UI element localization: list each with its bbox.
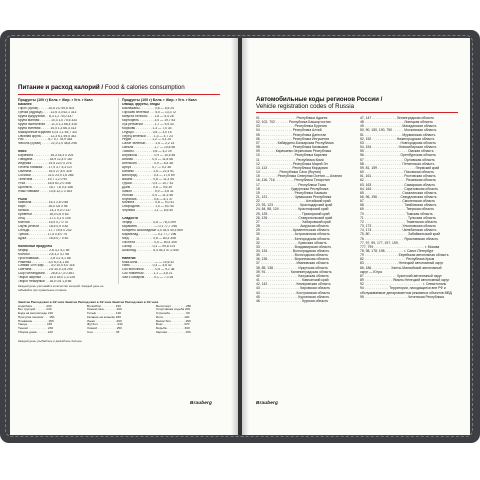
region-code-row: 11 . . . . . . . . . . . . . . . . . . . Республика Коми (256, 157, 324, 162)
region-code-row: 65 . . . . . . . . . . . . . . . . . . . . Сахалинская область (360, 190, 437, 195)
left-page-title (18, 84, 218, 91)
food-row: Бакалея (18, 103, 32, 106)
food-row: Черника . . . . . . . . . . 1,1 — 8,6 40 (122, 209, 173, 213)
burn-column-3 (156, 305, 222, 335)
food-row: Макаронные изделия 10,4 1,1 69,7 337 (18, 130, 78, 134)
region-code-row: 69 . . . . . . . . . . . . . . . . . . . . . . Тверская область (360, 207, 435, 212)
food-row: Сметана . . . . . . . . . 2,6 30,0 2,8 294 (18, 268, 73, 272)
food-row: Телятина . . . . . . . . 19,7 1,2 0 90 (18, 177, 68, 181)
food-row: Сладости (122, 217, 138, 221)
food-row: Горох (сухой) . . . . . 20,5 2,0 49,5 303 (18, 106, 75, 110)
burn-row: Спортивная ходьба 200 (156, 308, 191, 312)
burn-row: Йога . . . . . . . . . . . . 120 (156, 315, 190, 319)
brand-logo-left: Brauberg (190, 400, 213, 405)
region-code-row: 59, 81, 159 . . . . . . . . . . . . . . . . . . . . Пермский край (360, 165, 440, 170)
region-code-row: 27 . . . . . . . . . . . . . . . . . . . . . . Хабаровский край (256, 219, 331, 224)
burn-column-1 (18, 305, 84, 335)
burn-row: Бег трусцой . . . . . . 240 (18, 308, 52, 312)
region-code-row: 21, 121 . . . . . . . . . . . . . . Чувашская Республика (256, 194, 332, 199)
food-row: Утка . . . . . . . . . . . . 16,5 61,2 0 346 (18, 181, 71, 185)
region-code-row: 19 . . . . . . . . . . . . . . . . . . Республика Хакасия (256, 190, 327, 195)
food-row: Креветки . . . . . . . . . 18,0 0,8 0 83 (18, 213, 69, 217)
region-codes-column-1-rows (256, 116, 354, 303)
column-divider (118, 98, 119, 284)
left-title-ru: Питание и расход калорий / (18, 84, 104, 91)
region-codes-column-2-rows (360, 116, 458, 299)
region-code-row: 42, 142 . . . . . . . . . . . . . . . Кемеровская область (256, 282, 331, 287)
food-row: Морковь . . . . . . . . . 1,3 — 7,0 33 (122, 126, 172, 130)
region-code-row: 30 . . . . . . . . . . . . . . . . . . Астраханская область (256, 232, 330, 237)
food-row: Фасоль (сухая) . . . . . 21,0 2,0 46,8 298 (18, 142, 77, 146)
burn-row: Стрельба . . . . . . . . . 90 (156, 312, 190, 316)
region-code-row: 63, 163 . . . . . . . . . . . . . . . . . Самарская область (360, 182, 436, 187)
food-row: Минтай . . . . . . . . . . 15,9 0,7 0 70 (18, 221, 69, 225)
food-row: Крупа манная . . . . . . 10,3 1,0 70,6 333 (18, 118, 77, 122)
region-code-row: 08 . . . . . . . . . . . . . . . . . Республика Калмыкия (256, 145, 328, 150)
food-row: Овсяная крупа . . . . . 12,3 6,1 59,5 342 (18, 134, 77, 138)
region-code-row: 31 . . . . . . . . . . . . . . . . . . Белгородская область (256, 236, 330, 241)
burn-row: Волейбол . . . . . . . . 150 (87, 304, 121, 308)
burn-row: Сон . . . . . . . . . . . . . 35 (87, 331, 120, 335)
burn-row: Теннис . . . . . . . . . . . 230 (18, 327, 54, 331)
burn-row: Хоккей . . . . . . . . . . . 250 (87, 327, 122, 331)
region-code-row: 777, 799 . . . . . . . . . . . . . . . . . . . . . . . . . . . г. Москва (360, 244, 440, 249)
food-column-2-rows (122, 103, 220, 280)
food-row: Лук репчатый . . . . . . 1,7 — 9,5 43 (122, 122, 174, 126)
region-code-row: 34, 134 . . . . . . . . . . . . . Волгоградская область (256, 249, 330, 253)
food-row: Сахар . . . . . . . . . . . 0,3 — 99,8 374 (122, 244, 176, 248)
region-code-row: 33 . . . . . . . . . . . . . . . . . . Владимирская область (256, 244, 332, 249)
food-row: Молочные продукты (18, 244, 53, 248)
food-row: Печень говяжья . . . 17,9 3,7 5,3 127 (18, 166, 73, 169)
food-column-1-header: Продукты (100 г) Белк. г Жир. г Угл. г Ккал (18, 98, 93, 102)
region-code-row: 67 . . . . . . . . . . . . . . . . . . . . Смоленская область (360, 199, 436, 204)
region-code-row: 60 . . . . . . . . . . . . . . . . . . . . . Псковская область (360, 170, 435, 175)
region-code-row: 23, 93, 123 . . . . . . . . . . . . . . Краснодарский край (256, 203, 333, 208)
region-code-row: 44 . . . . . . . . . . . . . . . . . . . Костромская область (256, 290, 331, 295)
region-code-row: 16, 116, 716 . . . . . . . . . . Республика Татарстан (256, 178, 330, 183)
region-code-row: 95 . . . . . . . . . . . . . . . . . . . . . . . Чеченская Республика (360, 294, 444, 299)
burn-row: Кёрлинг . . . . . . . . . . 150 (156, 331, 191, 335)
food-column-1 (18, 98, 116, 284)
brand-logo-right: Brauberg (256, 400, 279, 405)
region-code-row: 10 . . . . . . . . . . . . . . . . . . Республика Карелия (256, 153, 328, 158)
region-code-row: 40 . . . . . . . . . . . . . . . . . . . . Калужская область (256, 273, 329, 278)
region-code-row: 05 . . . . . . . . . . . . . . . . . Республика Дагестан (256, 132, 327, 137)
right-title-ru: Автомобильные коды регионов России / (256, 96, 383, 103)
food-row: Абрикосы . . . . . . . . . 0,9 — 10,5 46 (122, 154, 176, 158)
region-code-row: 29 . . . . . . . . . . . . . . . . . Архангельская область (256, 228, 330, 233)
food-row: Пастила . . . . . . . . . . 0,5 — 80,4 305 (122, 240, 177, 244)
burn-row: Футбол . . . . . . . . . . . 240 (87, 323, 123, 327)
burn-row: Плавание . . . . . . . . . 250 (18, 319, 54, 323)
region-code-row: 15 . . . . . . . . . Республика Северная Осетия — Алания (256, 174, 342, 179)
region-code-row: 71 . . . . . . . . . . . . . . . . . . . . . . . Тульская область (360, 215, 436, 220)
region-code-row: 75, 80 . . . . . . . . . . . . . . . . . . . . Забайкальский край (360, 232, 440, 237)
food-row: Свёкла . . . . . . . . . . . 1,7 — 10,8 48 (122, 146, 175, 150)
food-row: Мясо (18, 150, 27, 154)
region-code-row: 14 . . . . . . . . . . Республика Саха (Якутия) (256, 170, 321, 175)
region-code-row: 41 . . . . . . . . . . . . . . . . . . . . . . Камчатский край (256, 278, 329, 283)
food-row: Молоко . . . . . . . . . . 2,8 3,2 4,7 58 (18, 252, 70, 256)
burn-row: Баскетбол . . . . . . . . 250 (156, 319, 191, 323)
food-row: Редис . . . . . . . . . . . 1,2 — 4,1 20 (122, 138, 172, 142)
food-row: Сосиски . . . . . . . . . 11,0 23,9 1,6 266 (18, 173, 74, 177)
food-row: Арбуз . . . . . . . . . . . 0,7 — 9,2 38 (122, 166, 171, 169)
region-code-row: 12 . . . . . . . . . . . . . . . . . Республика Марий Эл (256, 161, 328, 166)
burn-row: Борьба . . . . . . . . . . 300 (156, 327, 190, 331)
region-codes-column-1 (256, 116, 354, 303)
food-row: Ананас . . . . . . . . . . 0,4 — 11,8 48 (122, 158, 173, 162)
food-row: Цыплята . . . . . . . . . 18,7 7,8 0,4 156 (18, 185, 73, 189)
food-row: Рыба (18, 197, 27, 201)
left-title-en: Food & calories consumption (103, 84, 185, 91)
food-row: Малина . . . . . . . . . . . 0,8 — 9,0 41 (122, 201, 174, 205)
food-row: Мармелад . . . . . . . . — 0,1 77,7 296 (122, 232, 177, 236)
region-code-row: округ — Югра (360, 269, 382, 274)
food-row: Вишня . . . . . . . . . . . 0,8 — 11,3 49 (122, 177, 174, 181)
region-code-row: 48 . . . . . . . . . . . . . . . . . . . . . Липецкая область (360, 120, 433, 125)
region-code-row: 49 . . . . . . . . . . . . . . . . . . . . Магаданская область (360, 124, 437, 129)
region-code-row: 94 . . . . . . . . . . . . . Территории, находящиеся вне РФ и (360, 286, 446, 291)
calorie-burn-table (18, 300, 222, 339)
food-row: Кефир . . . . . . . . . . . 2,8 3,2 4,1 59 (18, 248, 70, 252)
food-row: Сок яблочный . . . . . . 0,5 — 9,1 38 (122, 268, 175, 272)
region-code-row: 28 . . . . . . . . . . . . . . . . . . . . . Амурская область (256, 224, 329, 229)
food-row: Томаты . . . . . . . . . . 0,6 — 4,2 19 (122, 150, 172, 154)
food-row: Треска . . . . . . . . . . 17,5 0,6 0 75 (18, 232, 67, 236)
food-row: Творог жирный . . . . 14,0 18,0 1,3 226 (18, 276, 76, 280)
food-row: Баклажаны . . . . . . . . 0,6 — 5,5 24 (122, 106, 174, 110)
food-row: Горошек зелёный . . . 5,0 — 13,3 72 (122, 110, 177, 114)
burn-row: Гимнастика . . . . . . . 160 (87, 308, 122, 312)
food-row: Лещ . . . . . . . . . . . . . 17,1 4,1 0 105 (18, 217, 71, 221)
food-row: Виноград . . . . . . . . . 0,4 — 17,5 69 (122, 173, 175, 177)
right-title-rule (256, 112, 458, 113)
burn-note: Каждый день улыбайтесь и двигайтесь больше. (18, 339, 83, 343)
region-code-row: 25, 125 . . . . . . . . . . . . . . . . . . Приморский край (256, 211, 330, 216)
food-row: Крупа кукурузная . . 8,3 1,2 75,0 337 (18, 114, 73, 118)
food-row: Мёд . . . . . . . . . . . . . 0,8 — 80,3 308 (122, 236, 176, 240)
region-code-row: 78, 98, 178, 198 . . . . . . . . . . г. Санкт-Петербург (360, 249, 434, 253)
notebook-spine-shadow (231, 38, 249, 435)
left-page (10, 38, 238, 435)
region-code-row: 26, 126 . . . . . . . . . . . . . . . . Ставропольский край (256, 215, 333, 220)
burn-row: Гольф . . . . . . . . . . . 120 (87, 312, 122, 316)
region-code-row: 37 . . . . . . . . . . . . . . . . . . . Ивановская область (256, 261, 329, 266)
region-code-row: 51 . . . . . . . . . . . . . . . . . . . . Мурманская область (360, 132, 436, 137)
region-code-row: 70 . . . . . . . . . . . . . . . . . . . . . . Томская область (360, 211, 433, 216)
region-code-row: 61, 161 . . . . . . . . . . . . . . . . . Ростовская область (360, 174, 436, 179)
region-code-row: 86, 186 . . . . . . . . . . Ханты-Мансийский автономный (360, 265, 442, 270)
region-code-row: 36, 136 . . . . . . . . . . . . . . Воронежская область (256, 257, 330, 262)
region-code-row: 18 . . . . . . . . . . . . . . . . Удмуртская Республика (256, 186, 329, 191)
food-row: Огурцы . . . . . . . . . . 0,8 — 3,0 15 (122, 130, 172, 134)
food-row: Овощи, фрукты, ягоды (122, 103, 160, 106)
food-row: Картофель . . . . . . . . 2,0 — 19,7 83 (122, 118, 176, 122)
right-page (242, 38, 470, 435)
food-row: Щука . . . . . . . . . . . . 18,8 0,7 0 82 (18, 236, 69, 240)
food-row: Капуста белокоч. . . . 1,8 — 5,4 28 (122, 114, 174, 118)
region-code-row: 56 . . . . . . . . . . . . . . . . . . . Оренбургская область (360, 153, 436, 158)
region-code-row: 32 . . . . . . . . . . . . . . . . . . . . Брянская область (256, 240, 327, 245)
food-row: Перец зелёный . . . . 1,3 — 4,7 23 (122, 134, 173, 138)
region-code-row: 68 . . . . . . . . . . . . . . . . . . . . . Тамбовская область (360, 203, 437, 208)
food-row: Пиво . . . . . . . . . . . . 0,3 — 4,6 42 (122, 264, 172, 268)
food-row: Творог нежирный . . 18,0 0,6 1,5 86 (18, 280, 72, 284)
burn-row: Танцы . . . . . . . . . . . 165 (18, 323, 53, 327)
food-row: Язык говяжий . . . . . 13,6 12,1 0 163 (18, 189, 72, 193)
food-row: Индейка . . . . . . . . . 19,5 22,0 0 276 (18, 162, 72, 166)
right-title-en: Vehicle registration codes of Russia (256, 103, 355, 111)
region-code-row: 04 . . . . . . . . . . . . . . . . . Республика Алтай (256, 128, 322, 133)
region-code-row: 50, 90, 150, 190, 750 . . . . . . Московская область (360, 128, 437, 133)
food-row: Карамель . . . . . . . . . — 0,1 77,7 296 (122, 225, 178, 229)
region-code-row: 24, 84, 88, 124 . . . . . . . . . . Красноярский край (256, 207, 329, 212)
region-code-row: 77, 97, 99, 177, 197, 199, (360, 240, 399, 245)
region-code-row: 35 . . . . . . . . . . . . . . . . . . Вологодская область (256, 253, 329, 258)
region-code-row: 02, 102, 702 . . . . . . . Республика Башкортостан (256, 120, 331, 125)
food-row: Свинина . . . . . . . . . 16,4 27,8 0 316 (18, 169, 72, 173)
food-row: Конфеты шоколадные 3,0 35,4 49,3 569 (122, 229, 183, 232)
burn-row: Прогулка пешком . . . 150 (18, 315, 55, 319)
region-code-row: 58 . . . . . . . . . . . . . . . . . . . . Пензенская область (360, 161, 435, 166)
food-row: Шоколад . . . . . . . . . 5,4 35,3 47,2 540 (122, 248, 179, 252)
region-code-row: 87 . . . . . . . . . . . . . . . . . Чукотский автономный округ (360, 273, 442, 278)
food-column-1-rows (18, 103, 116, 284)
region-code-row: 39, 91 . . . . . . . . . . . . . Калининградская область (256, 269, 332, 274)
region-code-row: 38, 85, 138 . . . . . . . . . . . . . Иркутская область (256, 265, 328, 270)
right-page-title (256, 96, 456, 111)
region-code-row: 52, 152 . . . . . . . . . . . . . Нижегородская область (360, 136, 435, 141)
region-code-row: 66, 96, 196 . . . . . . . . . . . . Свердловская область (360, 194, 437, 199)
burn-row: Бокс . . . . . . . . . . . . 370 (156, 323, 190, 327)
region-code-row: 72 . . . . . . . . . . . . . . . . . . . . . . Тюменская область (360, 219, 438, 224)
region-code-row: 83 . . . . . . . . . . . . . . . . . . Ненецкий автономный округ (360, 261, 444, 266)
region-code-row: 09 . . . . . . . . Карачаево-Черкесская Республика (256, 149, 332, 154)
burn-row: Лыжи . . . . . . . . . . . . 260 (87, 319, 122, 323)
food-row: Яблоки . . . . . . . . . . 0,4 — 11,3 46 (122, 193, 173, 197)
calorie-note: Каждый день учитывайте количество калорий. Каждый день не забывайте про правильное питание. (18, 284, 104, 292)
food-row: Сельдь . . . . . . . . . . 17,7 19,5 0 242 (18, 229, 72, 232)
left-title-rule (18, 94, 220, 95)
food-row: Окунь речной . . . . . 18,5 0,9 0 82 (18, 225, 69, 229)
burn-column-2 (87, 305, 153, 335)
food-row: Салат зелёный . . . . . 1,5 — 2,2 14 (122, 142, 175, 146)
food-row: Напитки (122, 256, 136, 260)
food-row: Сок томатный . . . . . 1,1 — 3,8 21 (122, 272, 173, 276)
burn-row: Катание на коньках 180 (87, 315, 122, 319)
food-row: Бананы . . . . . . . . . . 1,5 — 22,4 91 (122, 169, 174, 173)
burn-row: Велоспорт . . . . . . . . 280 (156, 304, 192, 308)
food-row: Баранина . . . . . . . . . 16,3 15,3 0 203 (18, 154, 74, 158)
food-row: Груша . . . . . . . . . . . 0,4 — 10,7 42 (122, 181, 174, 185)
region-code-row: 89 . . . . . . . . . . . . . . . Ямало-Ненецкий автономный округ (360, 278, 450, 283)
burn-row: Аэробика . . . . . . . . 200 (18, 304, 52, 308)
region-code-row: 47, 147 . . . . . . . . . . . . . Ленинградская область (360, 116, 434, 120)
region-code-row: 62 . . . . . . . . . . . . . . . . . . . . . . Рязанская область (360, 178, 436, 183)
burn-table-header: Занятие Расход ккал в 1/2 часа Занятие Расход ккал в 1/2 часа Занятие Расход ккал в 1/2 часа (18, 300, 159, 304)
food-row: Килька . . . . . . . . . . . 14,1 9,0 0 137 (18, 209, 71, 213)
region-code-row: 45 . . . . . . . . . . . . . . . . . . . . Курганская область (256, 294, 330, 299)
region-code-row: 64, 164 . . . . . . . . . . . . . . . . . Саратовская область (360, 186, 438, 191)
food-row: Смородина . . . . . . . . 1,0 — 8,0 40 (122, 205, 174, 209)
food-row: Камбала . . . . . . . . . 16,1 2,6 0 88 (18, 201, 69, 205)
food-row: Лимон . . . . . . . . . . . . 0,9 — 3,6 31 (122, 189, 174, 193)
food-row: Крупа пшеничная . . . 11,3 1,3 66,4 316 (18, 122, 77, 126)
region-codes-column-2 (360, 116, 458, 299)
food-row: Говядина . . . . . . . . . 18,9 12,4 0 187 (18, 158, 73, 162)
food-row: Дыня . . . . . . . . . . . . 0,6 — 9,6 39 (122, 185, 172, 189)
food-row: Клубника . . . . . . . . . 0,8 — 8,1 37 (122, 197, 173, 201)
region-code-row: 82 . . . . . . . . . . . . . . . . . . . . . . Республика Крым (360, 257, 435, 262)
region-code-row: 55 . . . . . . . . . . . . . . . . . . . . . . . Омская область (360, 149, 434, 154)
region-code-row: 57 . . . . . . . . . . . . . . . . . . . . . Орловская область (360, 157, 435, 162)
region-code-row: 73, 173 . . . . . . . . . . . . . . . . Ульяновская область (360, 224, 436, 229)
region-code-row: 79 . . . . . . . . . . . . . . . . . . Еврейская автономная область (360, 253, 449, 258)
food-row: Зефир . . . . . . . . . . . 0,8 — 78,3 299 (122, 221, 176, 225)
food-row: Сыр голландский . . . 26,8 27,3 0 361 (18, 272, 74, 276)
region-code-row: 03 . . . . . . . . . . . . . . . . . . Республика Бурятия (256, 124, 327, 129)
region-code-row: обслуживаемые департаментом режимных объектов МВД (360, 290, 452, 295)
region-code-row: 01 . . . . . . . . . . . . . . . . . . . Республика Адыгея (256, 116, 328, 120)
region-code-row: 76 . . . . . . . . . . . . . . . . . . . . . Ярославская область (360, 236, 439, 241)
food-column-2 (122, 98, 220, 280)
food-row: Сливки 10% жир. . . . 3,0 10,0 4,0 118 (18, 264, 75, 268)
region-code-row: 07 . . . . . . . . . Кабардино-Балкарская Республика (256, 140, 334, 145)
food-row: Простокваша . . . . . . 2,8 3,2 4,1 58 (18, 256, 71, 260)
region-code-row: 54, 154 . . . . . . . . . . . . . . Новосибирская область (360, 145, 437, 150)
food-row: Карп . . . . . . . . . . . . 16,0 3,6 0 96 (18, 205, 68, 209)
food-row: Чай с сахаром . . . . . 0,1 — 7,0 28 (122, 276, 174, 280)
food-row: Апельсин . . . . . . . . . 0,9 — 8,4 38 (122, 162, 173, 166)
region-code-row: 92 . . . . . . . . . . . . . . . . . . . . . . . . . . . . . . . г. Севастополь (360, 282, 447, 287)
region-code-row: 46 . . . . . . . . . . . . . . . . . . . . . . Курская область (256, 298, 329, 303)
food-row: Ряженка . . . . . . . . . 3,0 6,0 4,1 85 (18, 260, 69, 264)
region-code-row: 53 . . . . . . . . . . . . . . . . . . . Новгородская область (360, 140, 436, 145)
region-code-row: 17 . . . . . . . . . . . . . . . . . . . . Республика Тыва (256, 182, 326, 187)
food-row: Гречка (ядрица) . . . . 12,6 3,3 62,1 313 (18, 110, 77, 114)
food-column-2-header: Продукты (100 г) Белк. г Жир. г Угл. г Ккал (122, 98, 197, 102)
region-code-row: 06 . . . . . . . . . . . . . . . . . Республика Ингушетия (256, 136, 330, 141)
burn-row: Уборка дома . . . . . . 120 (18, 331, 53, 335)
food-row: Крупа ячневая . . . . . 10,4 1,3 66,3 313 (18, 126, 77, 130)
burn-row: Езда на велосипеде 210 (18, 312, 54, 316)
region-code-row: 74, 174 . . . . . . . . . . . . . . . . Челябинская область (360, 228, 437, 233)
food-row: Рис . . . . . . . . . . . . . 6,7 0,7 78,9 344 (18, 138, 73, 142)
food-row: Кока-кола . . . . . . . . . — — 10,6 42 (122, 260, 175, 264)
region-code-row: 22 . . . . . . . . . . . . . . . . . . . . . . . . Алтайский край (256, 199, 331, 204)
region-code-row: 13, 113 . . . . . . . . . . . . . Республика Мордовия (256, 165, 328, 170)
region-code-row: 43 . . . . . . . . . . . . . . . . . . . . . Кировская область (256, 286, 331, 291)
